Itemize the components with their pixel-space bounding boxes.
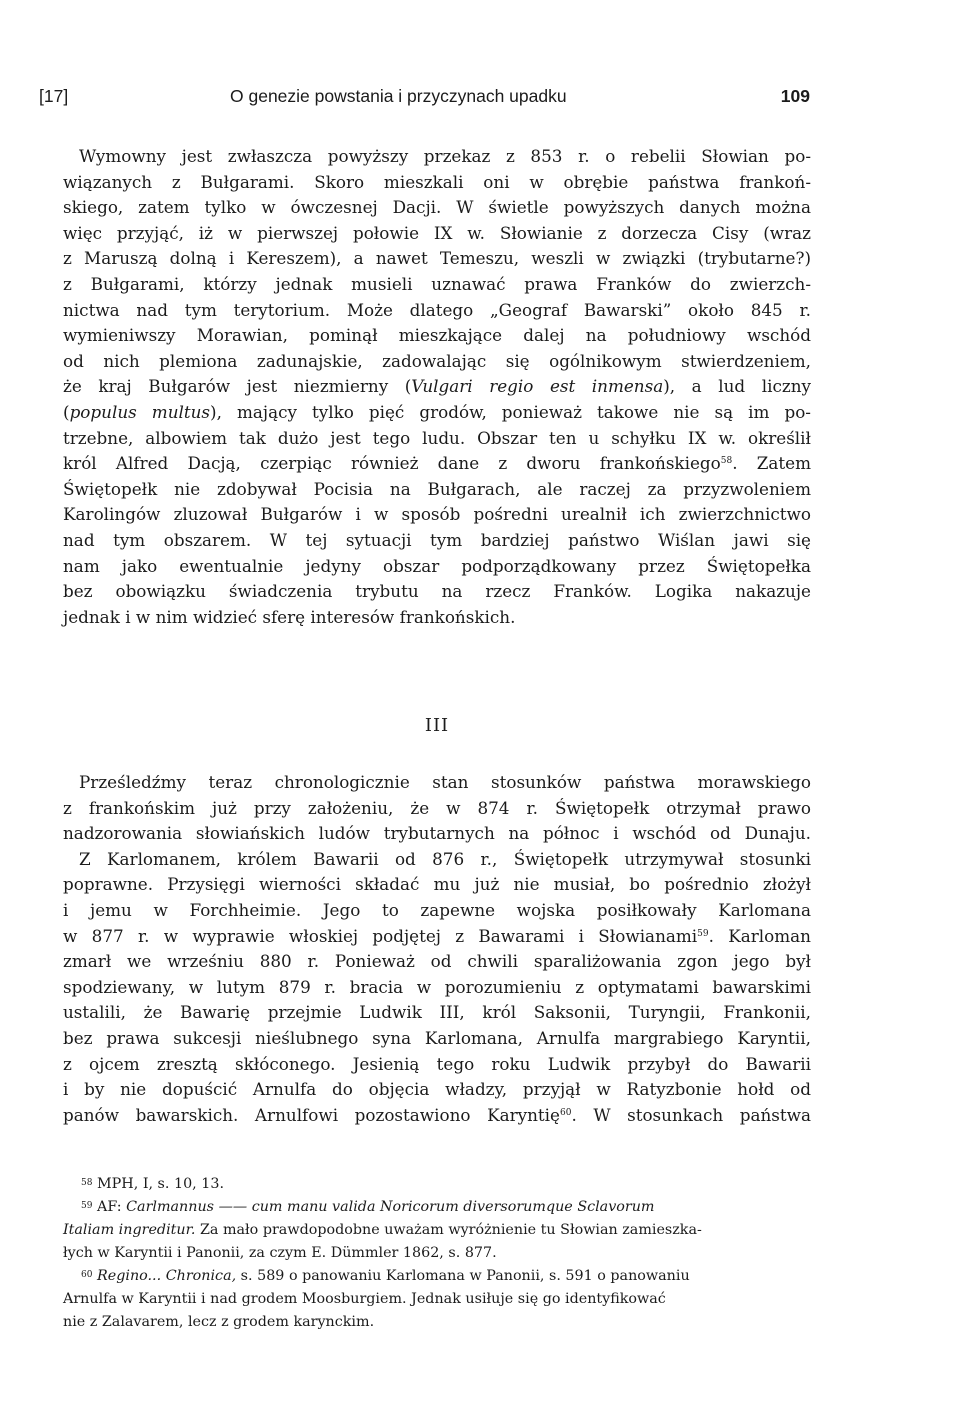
- footnote-reference[interactable]: 59: [697, 928, 709, 939]
- text-line: jednak i w nim widzieć sferę interesów frankońskich.: [63, 606, 516, 627]
- text-run: . W stosunkach państwa: [571, 1104, 811, 1125]
- text-line: bez obowiązku świadczenia trybutu na rzecz Franków. Logika nakazuje: [63, 581, 811, 602]
- footnotes: [63, 1173, 811, 1334]
- text-line: [63, 924, 811, 950]
- text-line: bez prawa sukcesji nieślubnego syna Karlomana, Arnulfa margrabiego Karyntii,: [63, 1027, 811, 1048]
- text-line: [63, 451, 811, 477]
- text-line: Świętopełk nie zdobywał Pocisia na Bułgarach, ale raczej za przyzwoleniem: [63, 478, 811, 499]
- text-line: wiązanych z Bułgarami. Skoro mieszkali oni w obrębie państwa frankoń-: [63, 171, 811, 192]
- text-line: poprawne. Przysięgi wierności składać mu już nie musiał, bo pośrednio złożył: [63, 874, 811, 895]
- text-line: więc przyjąć, iż w pierwszej połowie IX w. Słowianie z dorzecza Cisy (wraz: [63, 222, 811, 243]
- chapter-reference: [17]: [39, 86, 69, 106]
- footnote-60-line-2: Arnulfa w Karyntii i nad grodem Moosburgiem. Jednak usiłuje się go identyfikować: [63, 1291, 666, 1307]
- text-line: [63, 1103, 811, 1129]
- footnote-60: [63, 1265, 811, 1288]
- text-line: z Bułgarami, którzy jednak musieli uznawać prawa Franków do zwierzch-: [63, 273, 811, 294]
- text-line: Karolingów zluzował Bułgarów i w sposób pośredni urealnił ich zwierzchnictwo: [63, 504, 811, 525]
- text-run: . Karloman: [708, 925, 811, 946]
- text-run: ), a lud liczny: [663, 376, 811, 397]
- text-line: zmarł we wrześniu 880 r. Ponieważ od chwili sparaliżowania zgon jego był: [63, 951, 811, 972]
- text-run: król Alfred Dacją, czerpiąc również dane z dworu frankońskiego: [63, 453, 721, 474]
- text-line: i jemu w Forchheimie. Jego to zapewne wojska posiłkowały Karlomana: [63, 899, 811, 920]
- text-line: ustalili, że Bawarię przejmie Ludwik III, król Saksonii, Turyngii, Frankonii,: [63, 1002, 811, 1023]
- paragraph-2: [63, 770, 811, 1128]
- footnote-source-title: Regino... Chronica,: [97, 1268, 237, 1284]
- running-header: [39, 86, 810, 112]
- text-line: z ojcem zresztą skłóconego. Jesienią tego roku Ludwik przybył do Bawarii: [63, 1053, 811, 1074]
- text-run: (: [63, 401, 70, 422]
- footnote-60-line-3: nie z Zalavarem, lecz z grodem karynckim.: [63, 1314, 375, 1330]
- text-line: spodziewany, w lutym 879 r. bracia w porozumieniu z optymatami bawarskimi: [63, 976, 811, 997]
- text-line: nadzorowania słowiańskich ludów trybutarnych na północ i wschód od Dunaju.: [63, 823, 811, 844]
- latin-quote: Vulgari regio est inmensa: [411, 376, 664, 397]
- text-run: . Zatem: [732, 453, 812, 474]
- text-line: wymieniwszy Morawian, pominął mieszkające dalej na południowy wschód: [63, 325, 811, 346]
- footnote-mark: 59: [81, 1201, 93, 1211]
- text-line: nad tym obszarem. W tej sytuacji tym bardziej państwo Wiślan jawi się: [63, 529, 811, 550]
- text-line: skiego, zatem tylko w ówczesnej Dacji. W świetle powyższych danych można: [63, 197, 811, 218]
- text-line: z Maruszą dolną i Kereszem), a nawet Temeszu, weszli w związki (trybutarne?): [63, 248, 811, 269]
- text-line: Z Karlomanem, królem Bawarii od 876 r., Świętopełk utrzymywał stosunki: [79, 848, 811, 869]
- paragraph-1: [63, 144, 811, 630]
- footnote-mark: 58: [81, 1178, 93, 1188]
- footnote-quote: Carlmannus —— cum manu valida Noricorum diversorumque Sclavorum: [126, 1199, 655, 1215]
- footnote-59: [63, 1196, 811, 1219]
- text-line: Wymowny jest zwłaszcza powyższy przekaz z 853 r. o rebelii Słowian po-: [79, 146, 811, 166]
- footnote-text: AF:: [97, 1199, 127, 1215]
- latin-quote: populus multus: [69, 401, 211, 422]
- footnote-59-line-2: [63, 1219, 811, 1242]
- footnote-58: [63, 1173, 811, 1196]
- running-title: O genezie powstania i przyczynach upadku: [230, 86, 567, 106]
- footnote-text: s. 589 o panowaniu Karlomana w Panonii, s. 591 o panowaniu: [236, 1268, 690, 1284]
- footnote-reference[interactable]: 58: [720, 456, 733, 467]
- footnote-text: MPH, I, s. 10, 13.: [97, 1176, 224, 1192]
- text-line: nam jako ewentualnie jedyny obszar podporządkowany przez Świętopełka: [63, 555, 811, 576]
- text-run: panów bawarskich. Arnulfowi pozostawiono Karyntię: [63, 1104, 560, 1125]
- text-run: że kraj Bułgarów jest niezmierny (: [63, 376, 412, 397]
- text-run: w 877 r. w wyprawie włoskiej podjętej z Bawarami i Słowianami: [63, 925, 698, 946]
- footnote-mark: 60: [81, 1270, 93, 1280]
- text-line: [63, 400, 811, 426]
- page-number: 109: [780, 86, 810, 106]
- text-line: trzebne, albowiem tak dużo jest tego ludu. Obszar ten u schyłku IX w. określił: [63, 427, 811, 448]
- footnote-reference[interactable]: 60: [559, 1107, 572, 1118]
- text-line: i by nie dopuścić Arnulfa do objęcia władzy, przyjął w Ratyzbonie hołd od: [63, 1079, 811, 1100]
- text-line: Prześledźmy teraz chronologicznie stan stosunków państwa morawskiego: [79, 772, 811, 792]
- text-line: nictwa nad tym terytorium. Może dlatego „Geograf Bawarski” około 845 r.: [63, 299, 811, 320]
- footnote-59-line-3: łych w Karyntii i Panonii, za czym E. Dümmler 1862, s. 877.: [63, 1245, 497, 1261]
- text-line: z frankońskim już przy założeniu, że w 874 r. Świętopełk otrzymał prawo: [63, 797, 811, 818]
- section-heading: III: [424, 715, 450, 736]
- text-line: [63, 374, 811, 400]
- text-line: od nich plemiona zadunajskie, zadowalając się ogólnikowym stwierdzeniem,: [63, 350, 811, 371]
- text-run: ), mający tylko pięć grodów, ponieważ takowe nie są im po-: [210, 401, 811, 422]
- footnote-quote: Italiam ingreditur.: [63, 1222, 196, 1238]
- footnote-text: Za mało prawdopodobne uważam wyróżnienie tu Słowian zamieszka-: [195, 1222, 702, 1238]
